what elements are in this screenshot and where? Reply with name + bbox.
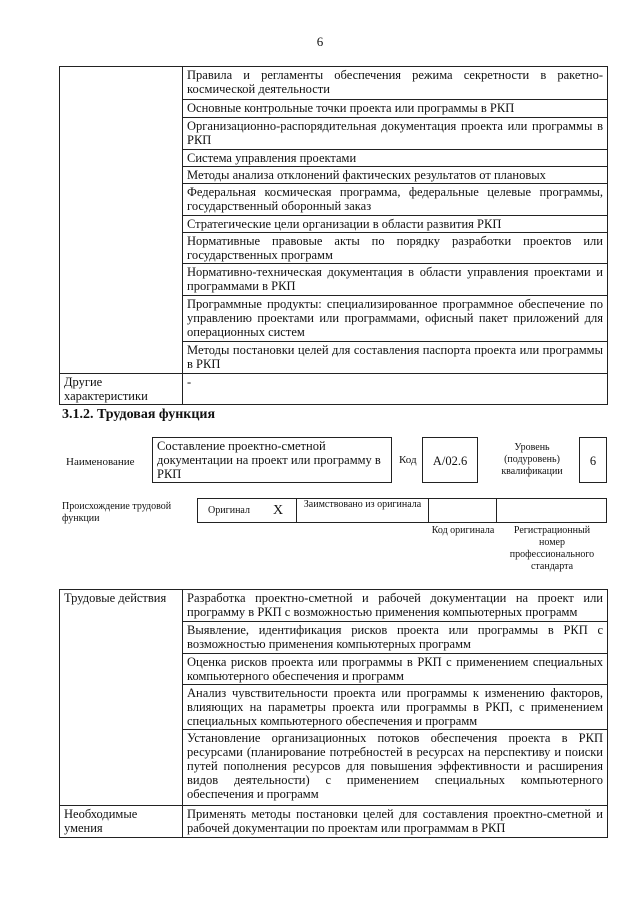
labor-action-item: Выявление, идентификация рисков проекта или программы в РКП с возможностью применения компьютерных программ: [183, 622, 608, 654]
level-label: Уровень (подуровень) квалификации: [501, 442, 563, 477]
labor-actions-label: Трудовые действия: [60, 590, 183, 806]
borrowed-label: Заимствовано из оригинала: [297, 499, 429, 522]
knowledge-item: Система управления проектами: [183, 150, 608, 167]
labor-action-item: Оценка рисков проекта или программы в РКП с применением специальных компьютерного обеспечения и программ: [183, 654, 608, 685]
name-label: Наименование: [66, 456, 135, 468]
knowledge-item: Методы постановки целей для составления паспорта проекта или программы в РКП: [183, 342, 608, 374]
original-label: Оригинал: [208, 505, 250, 516]
origin-label: Происхождение трудовой функции: [62, 501, 172, 524]
knowledge-item: Нормативные правовые акты по порядку разработки проектов или государственных программ: [183, 233, 608, 264]
labor-action-item: Разработка проектно-сметной и рабочей документации на проект или программу в РКП с возможностью применения компьютерных программ: [183, 590, 608, 622]
section-heading: 3.1.2. Трудовая функция: [62, 407, 216, 422]
knowledge-table: [59, 66, 608, 405]
knowledge-item: Нормативно-техническая документация в области управления проектами и программами в РКП: [183, 264, 608, 296]
function-name-box: Составление проектно-сметной документации на проект или программу в РКП: [152, 437, 392, 483]
skill-item: Применять методы постановки целей для составления проектно-сметной и рабочей документации по проектам или программам в РКП: [183, 806, 608, 838]
labor-actions-table: [59, 589, 608, 838]
skills-label: Необходимые умения: [60, 806, 183, 838]
knowledge-item: Федеральная космическая программа, федеральные целевые программы, государственный оборонный заказ: [183, 184, 608, 216]
page-number: 6: [316, 34, 324, 49]
other-characteristics-value: -: [183, 374, 608, 405]
code-label: Код: [399, 454, 417, 466]
knowledge-item: Стратегические цели организации в области развития РКП: [183, 216, 608, 233]
level-value-box: 6: [579, 437, 607, 483]
knowledge-item: Основные контрольные точки проекта или программы в РКП: [183, 100, 608, 118]
original-code-caption: Код оригинала: [431, 525, 495, 536]
original-code-cell: [429, 499, 497, 522]
origin-row: [197, 498, 607, 523]
registration-number-caption: Регистрационный номер профессионального стандарта: [509, 525, 595, 572]
knowledge-item: Правила и регламенты обеспечения режима секретности в ракетно-космической деятельности: [183, 67, 608, 100]
labor-action-item: Установление организационных потоков обеспечения проекта в РКП ресурсами (планирование потребностей в ресурсах на перспективу и поиски путей пополнения ресурсов для повышения эффективности и расширения видов деятельности) с применением специальных компьютерного обеспечения и программ: [183, 730, 608, 806]
original-mark: X: [260, 499, 297, 522]
other-characteristics-label: Другие характеристики: [60, 374, 183, 405]
registration-number-cell: [497, 499, 606, 522]
labor-action-item: Анализ чувствительности проекта или программы к изменению факторов, влияющих на параметры проекта или программы в РКП, с применением специальных компьютерного обеспечения и программ: [183, 685, 608, 730]
knowledge-label-cell: [60, 67, 183, 374]
knowledge-item: Программные продукты: специализированное программное обеспечение по управлению проектами или программами, офисный пакет приложений для операционных систем: [183, 296, 608, 342]
knowledge-item: Организационно-распорядительная документация проекта или программы в РКП: [183, 118, 608, 150]
function-code-box: А/02.6: [422, 437, 478, 483]
knowledge-item: Методы анализа отклонений фактических результатов от плановых: [183, 167, 608, 184]
